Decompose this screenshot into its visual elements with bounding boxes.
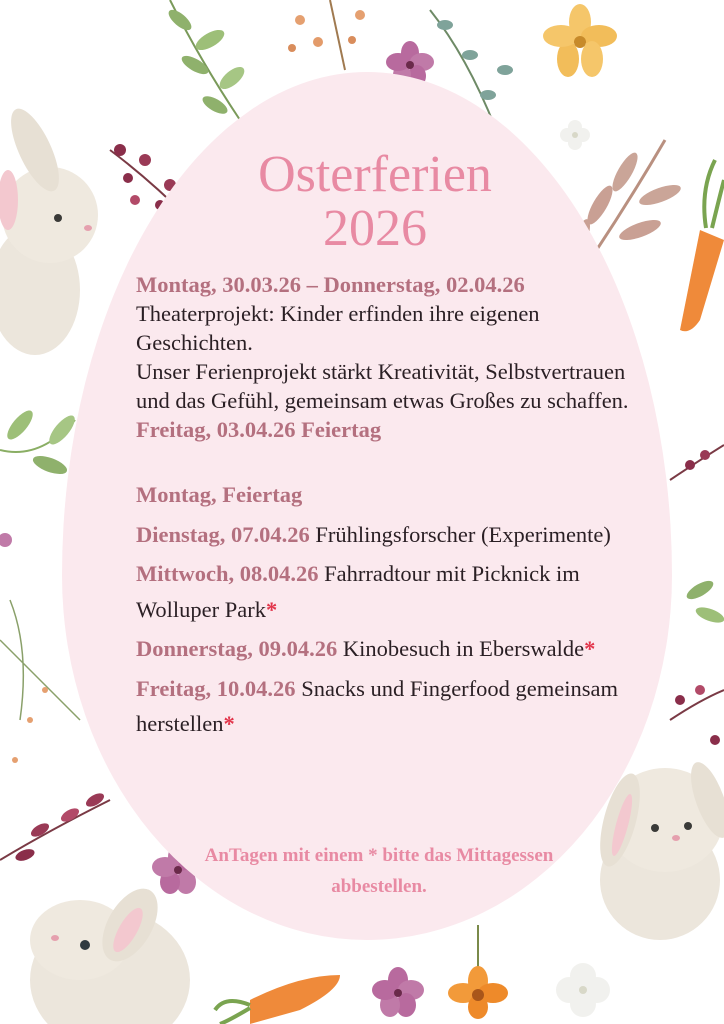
entry-activity: Kinobesuch in Eberswalde [337, 636, 585, 661]
entry-day: Montag, Feiertag [136, 482, 303, 507]
entry-activity: Frühlingsforscher (Experimente) [309, 521, 611, 547]
berry-branch-icon [670, 445, 724, 745]
carrot-icon [215, 975, 340, 1024]
carrot-icon [680, 160, 724, 331]
title-line-2: 2026 [323, 200, 427, 257]
orange-flower-icon [448, 925, 508, 1019]
white-flower-icon [556, 963, 610, 1017]
week1-project: Theaterprojekt: Kinder erfinden ihre eigenen Geschichten. [136, 301, 540, 355]
schedule-entry-tuesday [136, 517, 636, 553]
entry-day: Dienstag, 07.04.26 [136, 521, 310, 547]
white-flower-icon [560, 120, 590, 150]
schedule-text [136, 270, 636, 746]
lunch-cancellation-note: AnTagen mit einem * bitte das Mittagessen abbestellen. [204, 845, 554, 897]
week1-friday: Freitag, 03.04.26 Feiertag [136, 417, 382, 442]
entry-day: Mittwoch, 08.04.26 [136, 561, 319, 586]
berry-branch-icon [0, 791, 110, 863]
schedule-entry-thursday [136, 631, 636, 667]
pink-flower-icon [372, 967, 424, 1017]
entry-day: Freitag, 10.04.26 [136, 675, 296, 701]
entry-star: * [584, 636, 596, 661]
title-line-1: Osterferien [258, 146, 492, 203]
entry-activity: Fahrradtour mit Picknick im Wolluper Park [136, 561, 580, 622]
dried-flower-icon [288, 0, 365, 70]
entry-star: * [223, 711, 235, 736]
bunny-icon [0, 102, 98, 355]
entry-star: * [266, 596, 278, 622]
leaf-branch-icon [165, 0, 248, 120]
page-title [130, 148, 620, 256]
bunny-icon [30, 879, 190, 1024]
yellow-flower-icon [543, 4, 617, 77]
entry-day: Donnerstag, 09.04.26 [136, 636, 338, 661]
week1-description: Unser Ferienprojekt stärkt Kreativität, Selbstvertrauen und das Gefühl, gemeinsam etwas Großes zu schaffen. [136, 359, 629, 413]
schedule-entry-wednesday [136, 556, 636, 627]
schedule-entry-monday [136, 477, 636, 513]
schedule-entry-friday [136, 671, 636, 742]
entry-activity: Snacks und Fingerfood gemeinsam herstellen [136, 675, 619, 736]
week1-heading: Montag, 30.03.26 – Donnerstag, 02.04.26 [136, 272, 525, 297]
leaf-branch-icon [0, 407, 79, 478]
